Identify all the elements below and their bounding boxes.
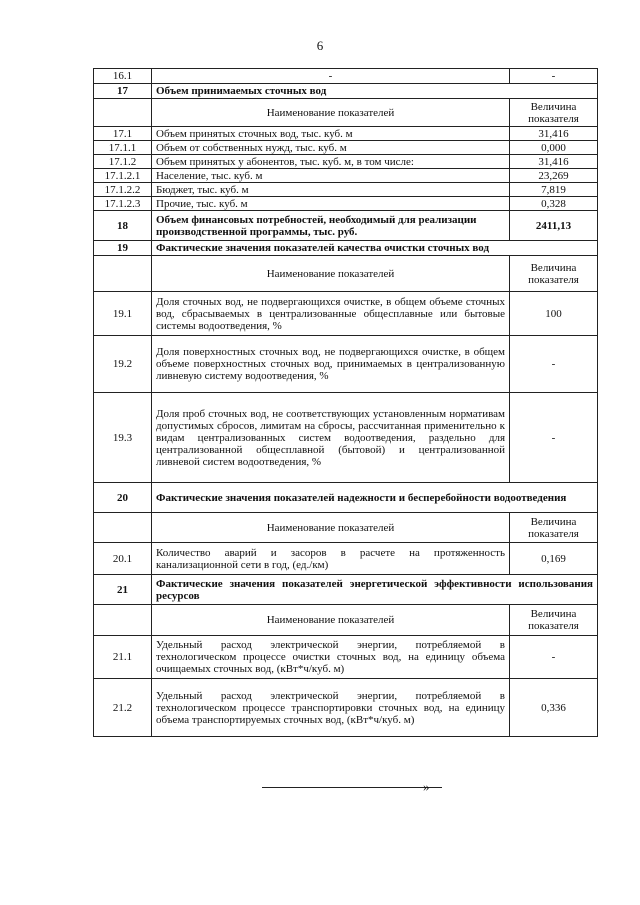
section-title: Фактические значения показателей качества очистки сточных вод bbox=[152, 241, 598, 256]
table-row bbox=[94, 99, 598, 127]
row-value: - bbox=[510, 393, 598, 483]
row-number: 16.1 bbox=[94, 69, 152, 84]
row-description: Удельный расход электрической энергии, потребляемой в технологическом процессе транспортировки сточных вод, на единицу объема транспортируемых сточных вод, (кВт*ч/куб. м) bbox=[152, 679, 510, 737]
row-value: - bbox=[510, 636, 598, 679]
row-value: 0,328 bbox=[510, 197, 598, 211]
row-number: 19.2 bbox=[94, 336, 152, 393]
column-header-value: Величина показателя bbox=[510, 99, 598, 127]
header-empty-cell bbox=[94, 256, 152, 292]
table-row bbox=[94, 84, 598, 99]
row-description: Доля сточных вод, не подвергающихся очистке, в общем объеме сточных вод, сбрасываемых в централизованные общесплавные или бытовые системы водоотведения, % bbox=[152, 292, 510, 336]
table-row bbox=[94, 543, 598, 575]
row-value: 23,269 bbox=[510, 169, 598, 183]
table-row bbox=[94, 513, 598, 543]
column-header-value: Величина показателя bbox=[510, 605, 598, 636]
column-header-value: Величина показателя bbox=[510, 513, 598, 543]
row-number: 18 bbox=[94, 211, 152, 241]
row-description: Бюджет, тыс. куб. м bbox=[152, 183, 510, 197]
table-row bbox=[94, 679, 598, 737]
column-header-name: Наименование показателей bbox=[152, 513, 510, 543]
table-row bbox=[94, 241, 598, 256]
row-description: Количество аварий и засоров в расчете на протяженность канализационной сети в год, (ед./км) bbox=[152, 543, 510, 575]
row-value: 100 bbox=[510, 292, 598, 336]
row-value: 2411,13 bbox=[510, 211, 598, 241]
row-number: 19.1 bbox=[94, 292, 152, 336]
header-empty-cell bbox=[94, 605, 152, 636]
row-number: 17.1.2.3 bbox=[94, 197, 152, 211]
section-number: 19 bbox=[94, 241, 152, 256]
closing-quote: » bbox=[423, 779, 430, 794]
table-row bbox=[94, 605, 598, 636]
table-row bbox=[94, 141, 598, 155]
page-number: 6 bbox=[316, 38, 324, 53]
row-description: - bbox=[152, 69, 510, 84]
table-row bbox=[94, 575, 598, 605]
row-number: 20.1 bbox=[94, 543, 152, 575]
table-row bbox=[94, 336, 598, 393]
row-value: 0,336 bbox=[510, 679, 598, 737]
row-number: 17.1.2 bbox=[94, 155, 152, 169]
table-row bbox=[94, 183, 598, 197]
row-description: Объем от собственных нужд, тыс. куб. м bbox=[152, 141, 510, 155]
row-value: 31,416 bbox=[510, 127, 598, 141]
row-number: 17.1 bbox=[94, 127, 152, 141]
section-number: 17 bbox=[94, 84, 152, 99]
table-row bbox=[94, 393, 598, 483]
table-row bbox=[94, 292, 598, 336]
row-value: 0,169 bbox=[510, 543, 598, 575]
table-row bbox=[94, 211, 598, 241]
row-description: Доля проб сточных вод, не соответствующих установленным нормативам допустимых сбросов, лимитам на сбросы, рассчитанная применительно к видам централизованных систем водоотведения, раздельно для централизованной общесплавной (бытовой) и централизованной ливневой систем водоотведения, % bbox=[152, 393, 510, 483]
row-value: 0,000 bbox=[510, 141, 598, 155]
column-header-value: Величина показателя bbox=[510, 256, 598, 292]
row-number: 17.1.2.2 bbox=[94, 183, 152, 197]
section-title: Фактические значения показателей энергетической эффективности использования ресурсов bbox=[152, 575, 598, 605]
table-row bbox=[94, 483, 598, 513]
section-number: 21 bbox=[94, 575, 152, 605]
row-value: - bbox=[510, 69, 598, 84]
section-number: 20 bbox=[94, 483, 152, 513]
row-number: 17.1.1 bbox=[94, 141, 152, 155]
closing-line bbox=[262, 787, 442, 788]
column-header-name: Наименование показателей bbox=[152, 99, 510, 127]
column-header-name: Наименование показателей bbox=[152, 256, 510, 292]
row-description: Удельный расход электрической энергии, потребляемой в технологическом процессе очистки сточных вод, на единицу объема очищаемых сточных вод, (кВт*ч/куб. м) bbox=[152, 636, 510, 679]
table-row bbox=[94, 197, 598, 211]
section-title: Фактические значения показателей надежности и бесперебойности водоотведения bbox=[152, 483, 598, 513]
table-row bbox=[94, 256, 598, 292]
header-empty-cell bbox=[94, 99, 152, 127]
row-value: 31,416 bbox=[510, 155, 598, 169]
table-row bbox=[94, 69, 598, 84]
row-description: Объем финансовых потребностей, необходимый для реализации производственной программы, тыс. руб. bbox=[152, 211, 510, 241]
header-empty-cell bbox=[94, 513, 152, 543]
row-description: Доля поверхностных сточных вод, не подвергающихся очистке, в общем объеме поверхностных сточных вод, принимаемых в централизованную ливневую систему водоотведения, % bbox=[152, 336, 510, 393]
row-description: Объем принятых сточных вод, тыс. куб. м bbox=[152, 127, 510, 141]
table-row bbox=[94, 127, 598, 141]
row-value: - bbox=[510, 336, 598, 393]
section-title: Объем принимаемых сточных вод bbox=[152, 84, 598, 99]
row-number: 17.1.2.1 bbox=[94, 169, 152, 183]
indicators-table-body bbox=[94, 69, 598, 737]
row-number: 21.2 bbox=[94, 679, 152, 737]
table-row bbox=[94, 636, 598, 679]
table-row bbox=[94, 169, 598, 183]
row-description: Население, тыс. куб. м bbox=[152, 169, 510, 183]
indicators-table bbox=[93, 68, 598, 737]
row-number: 19.3 bbox=[94, 393, 152, 483]
row-description: Прочие, тыс. куб. м bbox=[152, 197, 510, 211]
row-value: 7,819 bbox=[510, 183, 598, 197]
row-description: Объем принятых у абонентов, тыс. куб. м, в том числе: bbox=[152, 155, 510, 169]
table-row bbox=[94, 155, 598, 169]
column-header-name: Наименование показателей bbox=[152, 605, 510, 636]
row-number: 21.1 bbox=[94, 636, 152, 679]
